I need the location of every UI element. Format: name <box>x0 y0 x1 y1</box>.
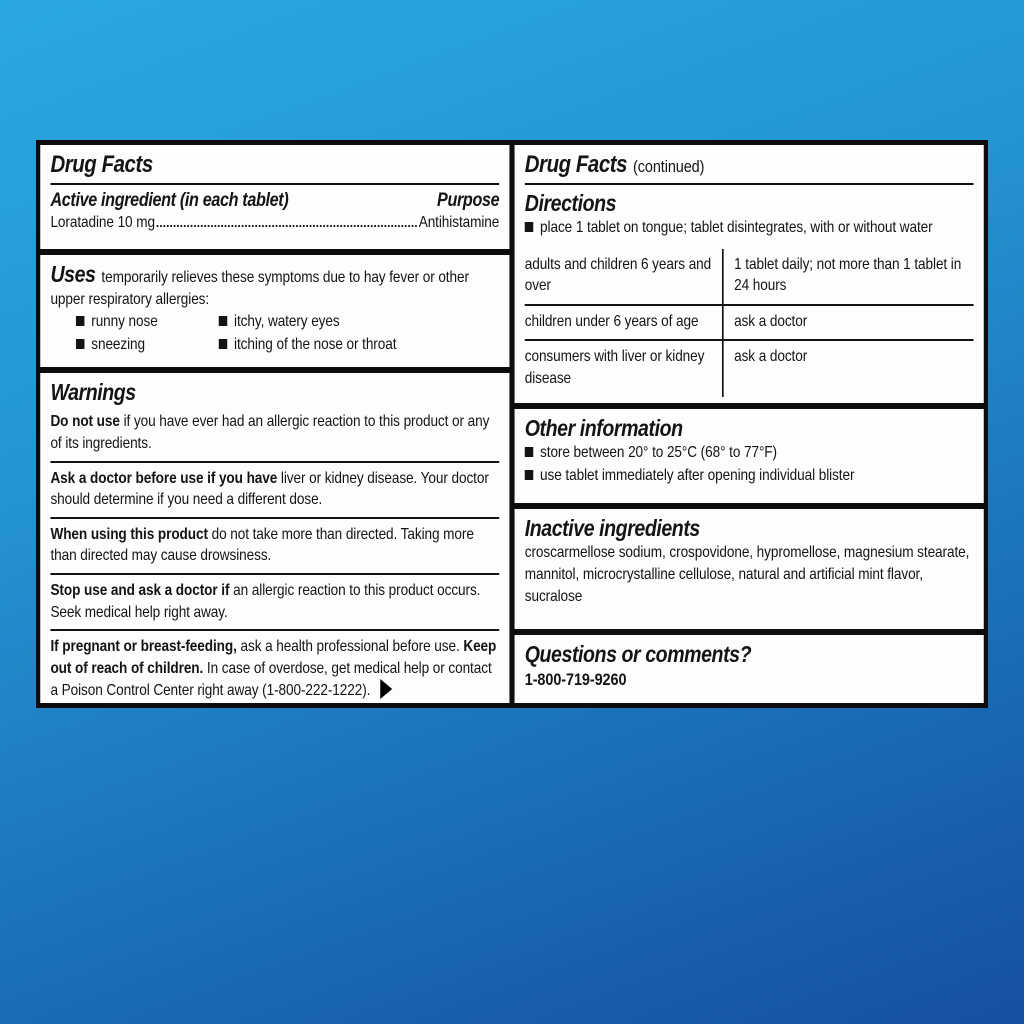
warning-item <box>50 517 499 573</box>
warning-item <box>50 573 499 629</box>
square-bullet-icon <box>219 316 228 326</box>
square-bullet-icon <box>525 470 534 480</box>
warning-text: ask a health professional before use. <box>236 638 464 656</box>
square-bullet-icon <box>219 339 228 349</box>
square-bullet-icon <box>76 339 85 349</box>
ingredient-name: Loratadine 10 mg <box>50 213 155 231</box>
drug-facts-title: Drug Facts <box>50 151 153 178</box>
section-uses <box>40 255 509 367</box>
bullet-text: sneezing <box>91 335 146 353</box>
dosage-value-cell: ask a doctor <box>722 341 973 396</box>
dosage-group-cell: children under 6 years of age <box>524 312 699 330</box>
bullet-item <box>76 334 219 356</box>
other-information-bullets <box>525 442 974 486</box>
bullet-item <box>76 311 219 333</box>
dosage-group-cell: adults and children 6 years and over <box>524 255 712 295</box>
purpose-value: Antihistamine <box>418 213 500 231</box>
inactive-ingredients-text: croscarmellose sodium, crospovidone, hypromellose, magnesium stearate, mannitol, microcrystalline cellulose, natural and artificial mint flavor, sucralose <box>524 544 970 605</box>
uses-intro: temporarily relieves these symptoms due to hay fever or other upper respiratory allergies: <box>50 269 469 308</box>
section-other-information <box>515 409 984 503</box>
warning-bold-text: Stop use and ask a doctor if <box>50 582 230 599</box>
bullet-text: runny nose <box>91 313 158 331</box>
uses-bullets <box>76 311 499 355</box>
directions-heading: Directions <box>524 189 617 216</box>
warning-text: an allergic reaction to this product occurs. Seek medical help right away. <box>50 582 481 621</box>
warning-bold-text: If pregnant or breast-feeding, <box>50 638 237 656</box>
active-ingredient-heading: Active ingredient (in each tablet) <box>50 189 289 211</box>
bullet-item <box>525 217 974 239</box>
section-inactive-ingredients <box>515 509 984 629</box>
purpose-heading: Purpose <box>437 189 500 211</box>
dotted-leader <box>157 225 417 227</box>
bullet-item <box>525 442 974 464</box>
warning-bold-text: Ask a doctor before use if you have <box>50 469 278 487</box>
warning-item <box>50 406 499 460</box>
label-left-column <box>40 145 509 703</box>
square-bullet-icon <box>76 316 85 326</box>
bullet-item <box>219 311 500 333</box>
bullet-text: itchy, watery eyes <box>234 313 340 331</box>
square-bullet-icon <box>525 222 534 232</box>
bullet-item <box>525 465 974 487</box>
dosage-table-row <box>525 304 974 340</box>
warning-text: do not take more than directed. Taking more than directed may cause drowsiness. <box>50 525 474 565</box>
bullet-text: store between 20° to 25°C (68° to 77°F) <box>540 444 777 462</box>
bullet-text: use tablet immediately after opening individual blister <box>540 467 855 485</box>
warning-text: if you have ever had an allergic reaction to this product or any of its ingredients. <box>50 413 490 453</box>
dosage-table-row <box>525 339 974 396</box>
dosage-value-cell: ask a doctor <box>722 306 973 340</box>
questions-phone: 1-800-719-9260 <box>524 670 627 690</box>
section-questions <box>515 635 984 703</box>
drug-facts-label <box>36 140 988 708</box>
section-directions <box>515 145 984 403</box>
warnings-heading: Warnings <box>50 379 136 405</box>
dosage-group-cell: consumers with liver or kidney disease <box>524 348 705 387</box>
warning-bold-text: Do not use <box>50 413 120 431</box>
warning-bold-text: Keep out of reach of children. <box>50 638 497 677</box>
inactive-ingredients-heading: Inactive ingredients <box>524 515 700 541</box>
dosage-table-row <box>525 249 974 304</box>
continue-arrow-icon <box>381 679 393 699</box>
drug-facts-continued-title: Drug Facts <box>524 151 628 178</box>
section-active-ingredient <box>40 145 509 249</box>
bullet-item <box>219 334 500 356</box>
warning-text: In case of overdose, get medical help or contact a Poison Control Center right away (1-800-222-1222). <box>50 659 492 700</box>
section-warnings <box>40 373 509 703</box>
other-information-heading: Other information <box>524 415 683 441</box>
dosage-table <box>525 249 974 397</box>
warning-item <box>50 461 499 517</box>
label-right-column <box>515 145 984 703</box>
questions-heading: Questions or comments? <box>524 641 752 667</box>
divider <box>50 183 499 185</box>
continued-text: (continued) <box>633 157 705 176</box>
warnings-list <box>50 406 499 703</box>
directions-bullets <box>525 217 974 239</box>
warning-bold-text: When using this product <box>50 525 208 543</box>
bullet-text: place 1 tablet on tongue; tablet disintegrates, with or without water <box>540 219 933 237</box>
dosage-value-cell: 1 tablet daily; not more than 1 tablet in 24 hours <box>722 249 973 304</box>
bullet-text: itching of the nose or throat <box>234 335 397 353</box>
divider <box>525 183 974 185</box>
warning-text: liver or kidney disease. Your doctor should determine if you need a different dose. <box>50 469 489 509</box>
warning-item <box>50 629 499 703</box>
square-bullet-icon <box>525 447 534 457</box>
uses-heading: Uses <box>50 261 96 287</box>
